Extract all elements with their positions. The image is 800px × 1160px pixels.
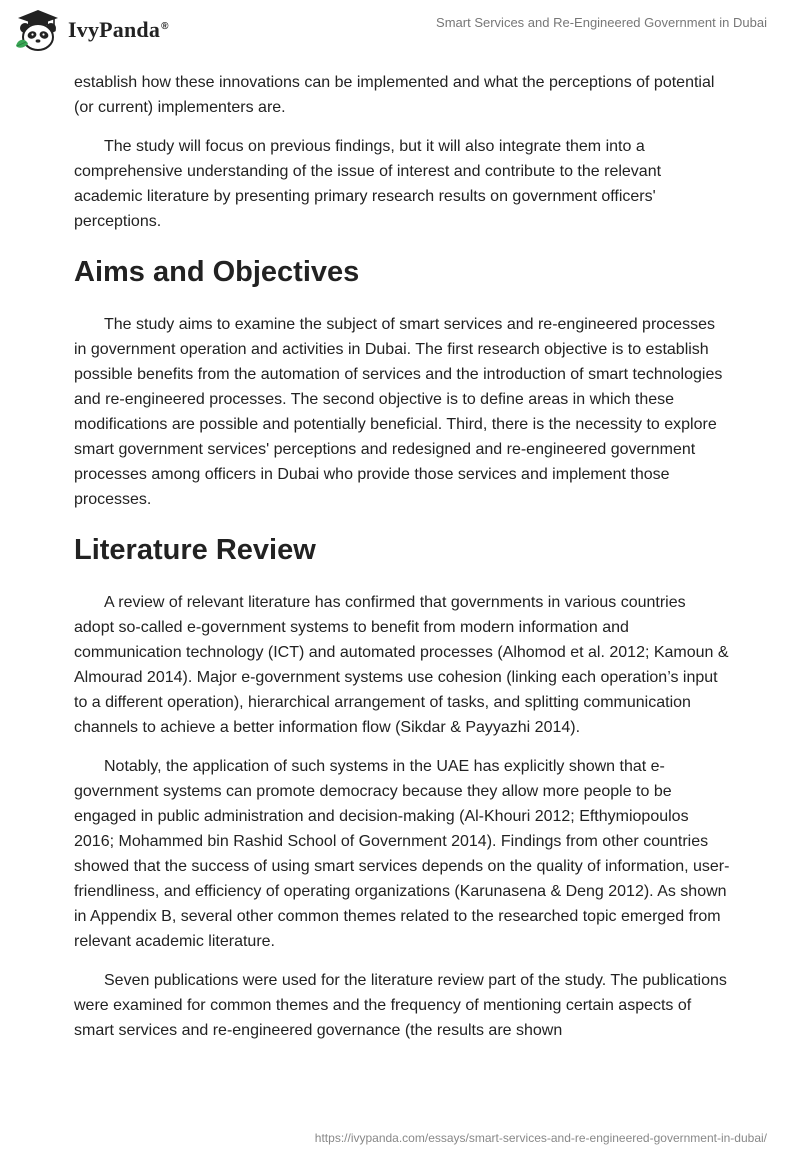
paragraph-continuation: establish how these innovations can be implemented and what the perceptions of potential (or current) implementers are.	[74, 74, 715, 116]
registered-mark: ®	[161, 20, 169, 32]
heading-literature-review: Literature Review	[74, 534, 316, 566]
heading-aims-objectives: Aims and Objectives	[74, 256, 360, 288]
logo-wordmark: IvyPanda®	[68, 17, 169, 42]
page-header	[0, 0, 800, 62]
document-title: Smart Services and Re-Engineered Government in Dubai	[436, 15, 767, 30]
paragraph-lit-review-3: Seven publications were used for the literature review part of the study. The publications were examined for common themes and the frequency of mentioning certain aspects of smart services and re-engineered governance (the results are shown	[74, 972, 727, 1039]
paragraph-study-focus: The study will focus on previous findings, but it will also integrate them into a comprehensive understanding of the issue of interest and contribute to the relevant academic literature by presenting primary research results on government officers' perceptions.	[74, 138, 662, 230]
paragraph-lit-review-2: Notably, the application of such systems in the UAE has explicitly shown that e-government systems can promote democracy because they allow more people to be engaged in public administration and decision-making (Al-Khouri 2012; Efthymiopoulos 2016; Mohammed bin Rashid School of Government 2014). Findings from other countries showed that the success of using smart services depends on the quality of information, user-friendliness, and efficiency of operating organizations (Karunasena & Deng 2012). As shown in Appendix B, several other common themes related to the researched topic emerged from relevant academic literature.	[74, 758, 730, 950]
panda-icon	[14, 8, 62, 52]
essay-body	[74, 70, 730, 1057]
paragraph-aims: The study aims to examine the subject of smart services and re-engineered processes in government operation and activities in Dubai. The first research objective is to establish possible benefits from the automation of services and the introduction of smart technologies and re-engineered processes. The second objective is to define areas in which these modifications are possible and potentially beneficial. Third, there is the necessity to explore smart government services' perceptions and redesigned and re-engineered government processes among officers in Dubai who provide those services and implement those processes.	[74, 316, 723, 508]
paragraph-lit-review-1: A review of relevant literature has confirmed that governments in various countries adopt so-called e-government systems to benefit from modern information and communication technology (ICT) and automated processes (Alhomod et al. 2012; Kamoun & Almourad 2014). Major e-government systems use cohesion (linking each operation’s input to a different operation), hierarchical arrangement of tasks, and splitting communication channels to achieve a better information flow (Sikdar & Payyazhi 2014).	[74, 594, 729, 736]
ivypanda-logo[interactable]	[14, 8, 169, 52]
source-url-link[interactable]: https://ivypanda.com/essays/smart-services-and-re-engineered-government-in-dubai/	[314, 1131, 767, 1145]
